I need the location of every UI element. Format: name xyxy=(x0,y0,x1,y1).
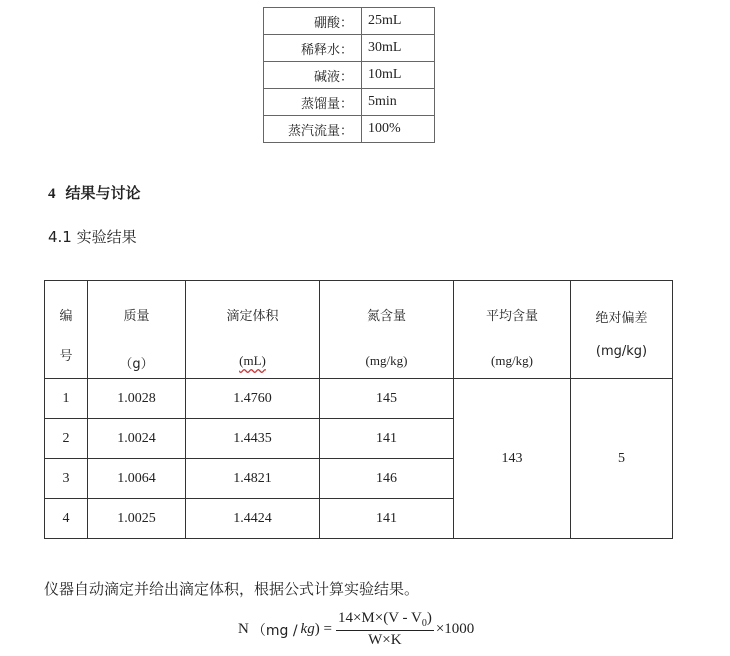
param-value: 5min xyxy=(362,89,435,116)
formula-numerator xyxy=(336,610,434,631)
cell-mass: 1.0064 xyxy=(88,459,186,499)
header-text: （g） xyxy=(119,357,154,372)
cell-volume: 1.4424 xyxy=(186,499,320,539)
cell-volume: 1.4435 xyxy=(186,419,320,459)
param-value: 25mL xyxy=(362,8,435,35)
results-table xyxy=(44,280,673,539)
cell-no: 4 xyxy=(45,499,88,539)
section-title: 结果与讨论 xyxy=(65,184,141,202)
param-row xyxy=(264,89,435,116)
formula-lhs-n: N xyxy=(238,621,249,637)
section-number: 4 xyxy=(48,186,56,202)
header-text: 编 xyxy=(59,309,73,324)
param-value: 10mL xyxy=(362,62,435,89)
param-label: 蒸汽流量： xyxy=(264,116,362,143)
formula-numerator-post: ) xyxy=(426,610,432,626)
cell-mass: 1.0025 xyxy=(88,499,186,539)
parameter-table xyxy=(263,7,435,143)
formula-tail: ×1000 xyxy=(435,621,475,637)
header-text: 平均含量 xyxy=(485,309,538,324)
param-row xyxy=(264,35,435,62)
param-label: 碱液： xyxy=(264,62,362,89)
header-row xyxy=(45,281,673,379)
cell-deviation: 5 xyxy=(571,379,673,539)
formula-numerator-pre: 14×M×(V - V xyxy=(337,610,422,626)
header-cell-volume xyxy=(186,281,320,379)
formula-lhs-open: （mg / xyxy=(251,622,298,639)
cell-nitrogen: 141 xyxy=(320,419,454,459)
header-cell-nitrogen xyxy=(320,281,454,379)
formula-denominator: W×K xyxy=(368,632,402,648)
formula-fraction xyxy=(336,610,434,649)
conclusion-text: 仪器自动滴定并给出滴定体积，根据公式计算实验结果。 xyxy=(44,580,420,598)
param-label: 稀释水： xyxy=(264,35,362,62)
param-row xyxy=(264,116,435,143)
header-text: 质量 xyxy=(123,309,150,324)
header-cell-deviation xyxy=(571,281,673,379)
table-row xyxy=(45,379,673,419)
cell-mass: 1.0024 xyxy=(88,419,186,459)
cell-no: 1 xyxy=(45,379,88,419)
formula-lhs-unit: kg xyxy=(300,621,315,637)
param-label: 硼酸： xyxy=(264,8,362,35)
header-text: (mg/kg) xyxy=(365,353,408,368)
cell-volume: 1.4821 xyxy=(186,459,320,499)
cell-nitrogen: 145 xyxy=(320,379,454,419)
cell-nitrogen: 141 xyxy=(320,499,454,539)
header-text: (mL) xyxy=(239,353,266,368)
header-text: (mg/kg) xyxy=(595,344,648,359)
formula xyxy=(238,610,474,649)
header-text: 氮含量 xyxy=(366,309,406,324)
header-text: 号 xyxy=(59,349,73,364)
cell-average: 143 xyxy=(454,379,571,539)
param-row xyxy=(264,8,435,35)
subsection-heading: 4.1 实验结果 xyxy=(48,228,137,246)
cell-no: 2 xyxy=(45,419,88,459)
header-text: (mg/kg) xyxy=(491,353,533,368)
header-cell-no xyxy=(45,281,88,379)
cell-mass: 1.0028 xyxy=(88,379,186,419)
header-cell-average xyxy=(454,281,571,379)
header-cell-mass xyxy=(88,281,186,379)
param-value: 100% xyxy=(362,116,435,143)
param-label: 蒸馏量： xyxy=(264,89,362,116)
param-row xyxy=(264,62,435,89)
formula-lhs-close: ) = xyxy=(314,621,332,637)
cell-no: 3 xyxy=(45,459,88,499)
formula-subscript: 0 xyxy=(421,618,427,629)
param-value: 30mL xyxy=(362,35,435,62)
header-text: 滴定体积 xyxy=(226,309,279,324)
cell-nitrogen: 146 xyxy=(320,459,454,499)
header-text: 绝对偏差 xyxy=(595,311,648,326)
cell-volume: 1.4760 xyxy=(186,379,320,419)
section-heading xyxy=(48,182,141,203)
